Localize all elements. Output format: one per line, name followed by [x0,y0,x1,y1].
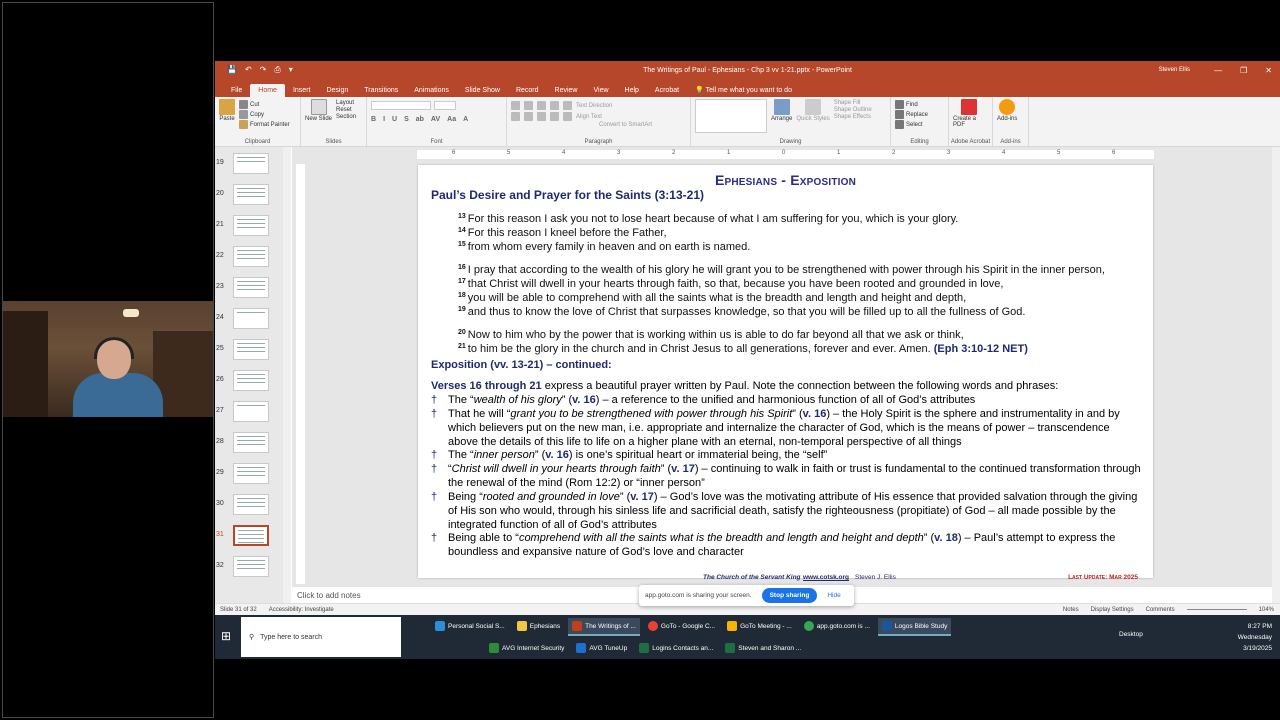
slide-scrollbar[interactable] [1272,147,1280,603]
share-message: app.goto.com is sharing your screen. [645,592,752,599]
title-bar [215,61,1280,79]
slide-editing-area [292,147,1272,587]
thumb-number: 21 [216,221,224,228]
increase-indent-icon[interactable] [550,101,559,110]
taskbar-powerpoint[interactable]: The Writings of ... [568,618,640,636]
thumb-number: 25 [216,345,224,352]
ceiling-light [123,309,139,317]
headset [94,337,134,359]
zoom-slider[interactable] [1187,609,1247,610]
thumb-number: 28 [216,438,224,445]
convert-smartart-button[interactable]: Convert to SmartArt [599,122,653,128]
slide-thumbnail[interactable] [233,432,269,453]
church-name: The Church of the Servant King [703,574,801,581]
justify-icon[interactable] [550,112,559,121]
decrease-indent-icon[interactable] [537,101,546,110]
slide-thumbnail[interactable] [233,308,269,329]
slide-thumbnail[interactable] [233,401,269,422]
font-color-button[interactable]: A [463,116,469,123]
change-case-button[interactable]: Aa [447,116,457,123]
slide-thumbnail[interactable] [233,277,269,298]
slide-thumbnail-selected[interactable] [233,525,269,546]
edge-icon [435,621,445,631]
font-name-box[interactable] [371,101,431,110]
drawing-group [691,97,891,146]
text-direction-button[interactable]: Text Direction [576,102,613,109]
layout-button[interactable]: Layout [336,100,355,106]
intro-paragraph: Verses 16 through 21 express a beautiful prayer written by Paul. Note the connection between the following words and phrases: [431,380,1059,392]
powerpoint-icon [572,621,582,631]
scissors-icon [239,100,248,109]
shape-effects-button[interactable]: Shape Effects [833,114,871,120]
thumb-number: 30 [216,500,224,507]
ruler-tick: 2 [892,150,896,156]
columns-icon[interactable] [563,112,572,121]
editing-group [891,97,949,146]
taskbar-row-2 [485,640,805,658]
thumb-number: 27 [216,407,224,414]
excel-icon [639,643,649,653]
strikethrough-button[interactable]: ab [415,116,424,123]
slide-thumbnail[interactable] [233,556,269,577]
verse-line: $^{17}$ that Christ will dwell in your hearts through faith, so that, because you have been rooted and grounded in love, [458,278,1004,290]
tab-slide-show[interactable]: Slide Show [464,87,500,94]
shape-outline-button[interactable]: Shape Outline [833,107,872,113]
verse-line: $^{19}$ and thus to know the love of Christ that surpasses knowledge, so that you will be filled up to all the fullness of God. [458,306,1026,318]
shape-fill-button[interactable]: Shape Fill [833,100,861,106]
slide-canvas[interactable] [418,165,1153,581]
bullet-item: † Being “rooted and grounded in love” (v. 17) – God’s love was the motivating attribute of His essence that provided salvation through the giving of His son who would, through his sinless life and sacrificial death, satisfy the righteousness (propitiate) of God – all made possible by the integrated function of all of God’s attributes [431,491,1138,531]
logos-icon [882,621,892,631]
quick-styles-button[interactable]: Quick Styles [796,99,829,122]
ruler-tick: 1 [727,150,731,156]
bullet-item: † That he will “grant you to be strengthened with power through his Spirit” (v. 16) – the Holy Spirit is the sphere and instrumentality in and by which believers put on the new man, i.e. appropriate and internalize the character of God, which is the means of power – transcendence above the details of this life to life on a higher plane with an eternal, non-temporal perspective of all things [431,408,1120,448]
ruler-tick: 5 [1057,150,1061,156]
thumb-number: 23 [216,283,224,290]
hide-banner-link[interactable]: Hide [827,592,841,599]
presenter-body [73,373,163,417]
tab-home[interactable]: Home [250,84,285,97]
display-settings-button[interactable]: Display Settings [1090,606,1134,613]
last-update: Last Update: Mar 2025 [1068,574,1138,581]
slide-thumbnail[interactable] [233,184,269,205]
select-icon [895,120,904,129]
pdf-icon [961,99,977,115]
align-text-button[interactable]: Align Text [576,113,602,120]
quick-styles-icon [805,99,821,115]
center-icon[interactable] [524,112,533,121]
align-right-icon[interactable] [537,112,546,121]
slide-thumbnail[interactable] [233,215,269,236]
thumb-number: 22 [216,252,224,259]
thumb-number: 24 [216,314,224,321]
format-painter-button[interactable]: Format Painter [239,120,296,129]
taskbar-logos[interactable]: Logos Bible Study [878,618,951,636]
system-clock[interactable] [1238,621,1272,654]
ruler-tick: 0 [782,150,786,156]
chrome-icon [648,621,658,631]
font-label: Font [430,139,443,145]
verse-line: $^{16}$ I pray that according to the wealth of his glory he will grant you to be strengthened with power through his Spirit in the inner person, [458,264,1105,276]
bullet-item: † “Christ will dwell in your hearts through faith” (v. 17) – continuing to walk in faith or trust is fundamental to the continued transformation through the renewal of the mind (Rom 12:2) or “inner person” [431,463,1141,489]
tab-transitions[interactable]: Transitions [364,87,399,94]
avg-tuneup-icon [576,643,586,653]
minimize-button[interactable]: — [1214,65,1223,75]
paragraph-group [507,97,691,146]
taskbar-avg-security[interactable]: AVG Internet Security [485,640,568,658]
church-url[interactable]: www.cotsk.org [803,574,849,581]
author-name: Steven J. Ellis [855,574,896,581]
close-button[interactable]: ✕ [1265,65,1272,75]
slide-thumbnail[interactable] [233,339,269,360]
thumb-number: 20 [216,190,224,197]
windows-start-icon[interactable]: ⊞ [221,629,232,643]
vertical-ruler [296,164,305,584]
bullet-item: † The “inner person” (v. 16) is one’s spiritual heart or immaterial being, the “self” [431,449,828,461]
slide-thumbnail-panel[interactable] [215,147,283,603]
arrange-icon [774,99,790,115]
create-pdf-button[interactable]: Create a PDF [953,99,984,128]
customize-icon[interactable]: ▾ [288,65,293,74]
zoom-level[interactable]: 104% [1258,606,1274,613]
acrobat-group [949,97,993,146]
italic-button[interactable]: I [383,116,386,123]
powerpoint-window [215,61,1280,615]
section-button[interactable]: Section [336,114,357,120]
tab-insert[interactable]: Insert [292,87,311,94]
taskbar-edge-personal[interactable]: Personal Social S... [431,618,509,636]
user-name[interactable]: Steven Ellis [1158,67,1190,73]
find-button[interactable]: Find [895,100,944,109]
verse-line: $^{20}$ Now to him who by the power that is working within us is able to do far beyond all that we ask or think, [458,329,964,341]
slide-subtitle: Paul’s Desire and Prayer for the Saints (3:13-21) [431,188,704,202]
clock-day: Wednesday [1237,634,1272,641]
slides-group [301,97,367,146]
ruler-tick: 2 [672,150,676,156]
taskbar-goto-chrome[interactable]: GoTo - Google C... [644,618,719,636]
spacing-button[interactable]: AV [430,116,441,123]
verse-line: $^{18}$ you will be able to comprehend with all the saints what is the breadth and length and height and depth, [458,292,967,304]
goto-icon [727,621,737,631]
ruler-tick: 3 [947,150,951,156]
slide-thumbnail[interactable] [233,494,269,515]
brush-icon [239,120,248,129]
notes-toggle[interactable]: Notes [1062,606,1079,613]
add-ins-icon [999,99,1015,115]
horizontal-ruler [417,150,1154,159]
tab-animations[interactable]: Animations [414,87,449,94]
paste-icon [219,99,235,115]
editing-label: Editing [910,139,929,145]
addins-label: Add-ins [1000,139,1021,145]
slide-title: Ephesians - Exposition [714,172,857,188]
add-ins-button[interactable]: Add-ins [997,99,1017,122]
clock-date: 3/19/2025 [1243,645,1272,652]
copy-button[interactable]: Copy [239,110,296,119]
save-icon[interactable]: 💾 [227,65,237,74]
copy-icon [239,110,248,119]
notes-pane[interactable]: Click to add notes [292,587,1272,603]
folder-icon [517,621,527,631]
tab-file[interactable]: File [231,87,243,94]
thumb-number: 32 [216,562,224,569]
taskbar-row-1 [431,618,951,636]
tab-record[interactable]: Record [515,87,539,94]
avg-icon [489,643,499,653]
numbering-icon[interactable] [524,101,533,110]
line-spacing-icon[interactable] [563,101,572,110]
taskbar-goto-meeting[interactable]: GoTo Meeting - ... [723,618,796,636]
slide-counter: Slide 31 of 32 [220,606,257,613]
bookshelf [3,311,48,417]
taskbar-ephesians-folder[interactable]: Ephesians [513,618,564,636]
verse-line: $^{21}$ to him be the glory in the church and in Christ Jesus to all generations, forever and ever. Amen. (Eph 3:10-12 NET) [458,343,1028,355]
thumb-number: 26 [216,376,224,383]
slide-thumbnail[interactable] [233,153,269,174]
chrome-icon [804,621,814,631]
align-left-icon[interactable] [511,112,520,121]
slide-thumbnail[interactable] [233,463,269,484]
verse-reference: (Eph 3:10-12 NET) [933,343,1028,355]
window-title: The Writings of Paul - Ephesians - Chp 3 vv 1-21.pptx - PowerPoint [643,66,852,74]
ruler-tick: 4 [562,150,566,156]
verse-line: $^{14}$ For this reason I kneel before the Father, [458,227,667,239]
arrange-button[interactable]: Arrange [771,99,792,122]
slide-thumbnail[interactable] [233,246,269,267]
desktop-toolbar[interactable]: Desktop [1119,631,1143,638]
replace-button[interactable]: Replace [895,110,944,119]
tab-acrobat[interactable]: Acrobat [654,87,680,94]
new-slide-button[interactable]: New Slide [305,99,332,122]
restore-button[interactable]: ❐ [1240,65,1248,75]
slide-thumbnail[interactable] [233,370,269,391]
search-icon [895,100,904,109]
tab-help[interactable]: Help [624,87,639,94]
new-slide-icon [311,99,327,115]
undo-icon[interactable]: ↶ [244,65,252,74]
shadow-button[interactable]: S [404,116,409,123]
print-icon[interactable]: ⎙ [274,65,281,74]
exposition-heading: Exposition (vv. 13-21) – continued: [431,359,612,371]
thumb-number: 31 [216,531,224,538]
ruler-tick: 6 [452,150,456,156]
reset-button[interactable]: Reset [336,107,352,113]
taskbar-goto-share[interactable]: app.goto.com is ... [800,618,874,636]
cut-button[interactable]: Cut [239,100,296,109]
slides-label: Slides [325,139,342,145]
taskbar-excel-logins[interactable]: Logins Contacts an... [635,640,717,658]
ruler-tick: 1 [837,150,841,156]
ruler-tick: 6 [1112,150,1116,156]
redo-icon[interactable]: ↷ [259,65,267,74]
select-button[interactable]: Select [895,120,944,129]
addins-group [993,97,1029,146]
accessibility-status[interactable]: Accessibility: Investigate [268,606,334,613]
taskbar-search[interactable]: ⚲ Type here to search [241,617,401,657]
thumbnail-scrollbar[interactable] [283,147,291,603]
font-size-box[interactable] [434,101,456,110]
font-group [367,97,507,146]
tell-me-search[interactable]: 💡 Tell me what you want to do [695,87,792,94]
underline-button[interactable]: U [392,116,398,123]
paragraph-label: Paragraph [584,139,613,145]
tab-review[interactable]: Review [554,87,578,94]
search-icon: ⚲ [249,634,255,641]
ribbon-tabs [215,79,1280,97]
ribbon [215,97,1280,147]
windows-taskbar [215,615,1280,659]
tab-view[interactable]: View [593,87,609,94]
stop-sharing-button[interactable]: Stop sharing [762,588,818,603]
screen-share-banner [639,585,854,606]
clock-time: 8:27 PM [1247,623,1272,630]
thumb-number: 19 [216,159,224,166]
paste-button[interactable]: Paste [219,99,235,122]
webcam-video [3,301,213,417]
taskbar-avg-tuneup[interactable]: AVG TuneUp [572,640,631,658]
ruler-tick: 4 [1002,150,1006,156]
bold-button[interactable]: B [371,116,377,123]
drawing-label: Drawing [779,139,802,145]
replace-icon [895,110,904,119]
verse-line: $^{15}$ from whom every family in heaven and on earth is named. [458,241,751,253]
excel-icon [725,643,735,653]
bullet-item: † The “wealth of his glory” (v. 16) – a reference to the unified and harmonious function of all of God’s attributes [431,394,976,406]
clipboard-group [215,97,301,146]
acrobat-label: Adobe Acrobat [950,139,991,145]
taskbar-excel-steven[interactable]: Steven and Sharon ... [721,640,805,658]
thumb-number: 29 [216,469,224,476]
bullet-item: † Being able to “comprehend with all the saints what is the breadth and length and height and depth” (v. 18) – Paul’s attempt to express the boundless and expansive nature of God’s love and character [431,532,1116,558]
comments-button[interactable]: Comments [1145,606,1175,613]
bullets-icon[interactable] [511,101,520,110]
tab-design[interactable]: Design [326,87,349,94]
shapes-gallery[interactable] [695,99,767,133]
ruler-tick: 5 [507,150,511,156]
ruler-tick: 3 [617,150,621,156]
verse-line: $^{13}$ For this reason I ask you not to lose heart because of what I am suffering for you, which is your glory. [458,213,959,225]
clipboard-label: Clipboard [244,139,271,145]
